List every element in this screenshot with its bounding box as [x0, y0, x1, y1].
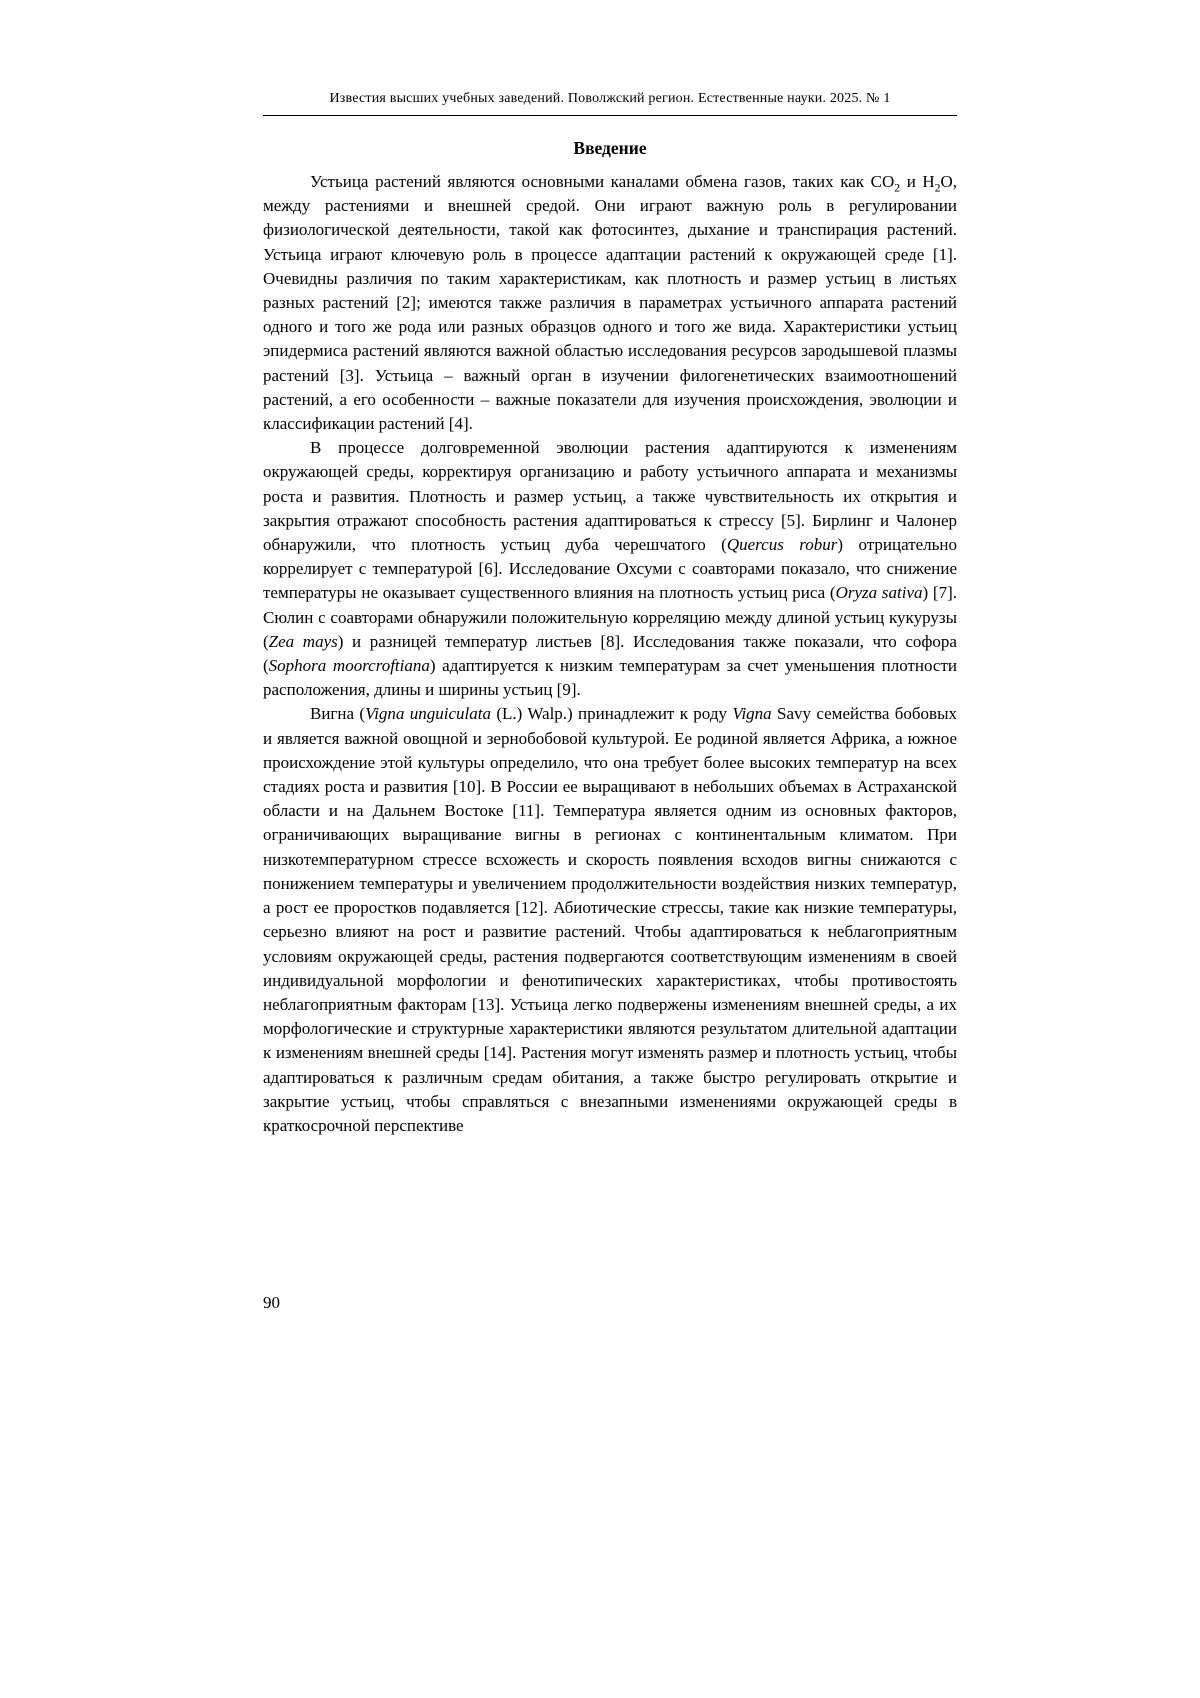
- paragraph: [263, 702, 957, 1138]
- paragraph: [263, 436, 957, 702]
- species-name: Vigna unguiculata: [365, 704, 491, 724]
- paragraph: [263, 170, 957, 436]
- page-number: 90: [263, 1293, 280, 1312]
- text-run: 2: [894, 181, 901, 195]
- species-name: Zea mays: [268, 631, 338, 651]
- text-column: [263, 90, 957, 1138]
- text-run: ) и разницей температур листьев [8]. Исследования также показали, что софора (: [263, 631, 957, 676]
- text-run: O, между растениями и внешней средой. Они играют важную роль в регулировании физиологической деятельности, такой как фотосинтез, дыхание и транспирация растений. Устьица играют ключевую роль в процессе адаптации растений к окружающей среде [1]. Очевидны различия по таким характеристикам, как плотность и размер устьиц в листьях разных растений [2]; имеются также различия в параметрах устьичного аппарата растений одного и того же рода или разных образцов одного и того же вида. Характеристики устьиц эпидермиса растений являются важной областью исследования ресурсов зародышевой плазмы растений [3]. Устьица – важный орган в изучении филогенетических взаимоотношений растений, а его особенности – важные показатели для изучения происхождения, эволюции и классификации растений [4].: [263, 172, 958, 434]
- text-run: и H: [900, 172, 935, 191]
- species-name: Quercus robur: [726, 535, 838, 555]
- text-run: ) [7]. Сюлин с соавторами обнаружили положительную корреляцию между длиной устьиц кукурузы (: [263, 583, 957, 651]
- text-run: Вигна (: [310, 704, 366, 724]
- text-run: ) отрицательно коррелирует с температурой [6]. Исследование Охсуми с соавторами показало, что снижение температуры не оказывает существенного влияния на плотность устьиц риса (: [263, 535, 958, 603]
- section-title: Введение: [573, 138, 647, 158]
- text-run: (L.) Walp.) принадлежит к роду: [491, 704, 733, 724]
- species-name: Sophora moorcroftiana: [268, 656, 430, 676]
- text-run: В процессе долговременной эволюции растения адаптируются к изменениям окружающей среды, корректируя организацию и работу устьичного аппарата и механизмы роста и развития. Плотность и размер устьиц, а также чувствительность их открытия и закрытия отражают способность растения адаптироваться к стрессу [5]. Бирлинг и Чалонер обнаружили, что плотность устьиц дуба черешчатого (: [263, 438, 957, 555]
- species-name: Oryza sativa: [835, 583, 923, 603]
- text-run: Savy семейства бобовых и является важной овощной и зернобобовой культурой. Ее родиной является Африка, а южное происхождение этой культуры определило, что она требует более высоких температур на всех стадиях роста и развития [10]. В России ее выращивают в небольших объемах в Астраханской области и на Дальнем Востоке [11]. Температура является одним из основных факторов, ограничивающих выращивание вигны в регионах с континентальным климатом. При низкотемпературном стрессе всхожесть и скорость появления всходов вигны снижаются с понижением температуры и увеличением продолжительности воздействия низких температур, а рост ее проростков подавляется [12]. Абиотические стрессы, такие как низкие температуры, серьезно влияют на рост и развитие растений. Чтобы адаптироваться к неблагоприятным условиям окружающей среды, растения подвергаются соответствующим изменениям в своей индивидуальной морфологии и фенотипических характеристиках, чтобы противостоять неблагоприятным факторам [13]. Устьица легко подвержены изменениям внешней среды, а их морфологические и структурные характеристики являются результатом длительной адаптации к изменениям внешней среды [14]. Растения могут изменять размер и плотность устьиц, чтобы адаптироваться к различным средам обитания, а также быстро регулировать открытие и закрытие устьиц, чтобы справляться с внезапными изменениями окружающей среды в краткосрочной перспективе: [263, 704, 958, 1135]
- species-name: Vigna: [732, 704, 772, 724]
- text-run: 2: [934, 181, 941, 195]
- text-run: Устьица растений являются основными каналами обмена газов, таких как CO: [310, 172, 895, 191]
- text-run: ) адаптируется к низким температурам за счет уменьшения плотности расположения, длины и ширины устьиц [9].: [263, 656, 957, 700]
- running-head: Известия высших учебных заведений. Поволжский регион. Естественные науки. 2025. № 1: [263, 90, 957, 116]
- article-body: [263, 170, 957, 1138]
